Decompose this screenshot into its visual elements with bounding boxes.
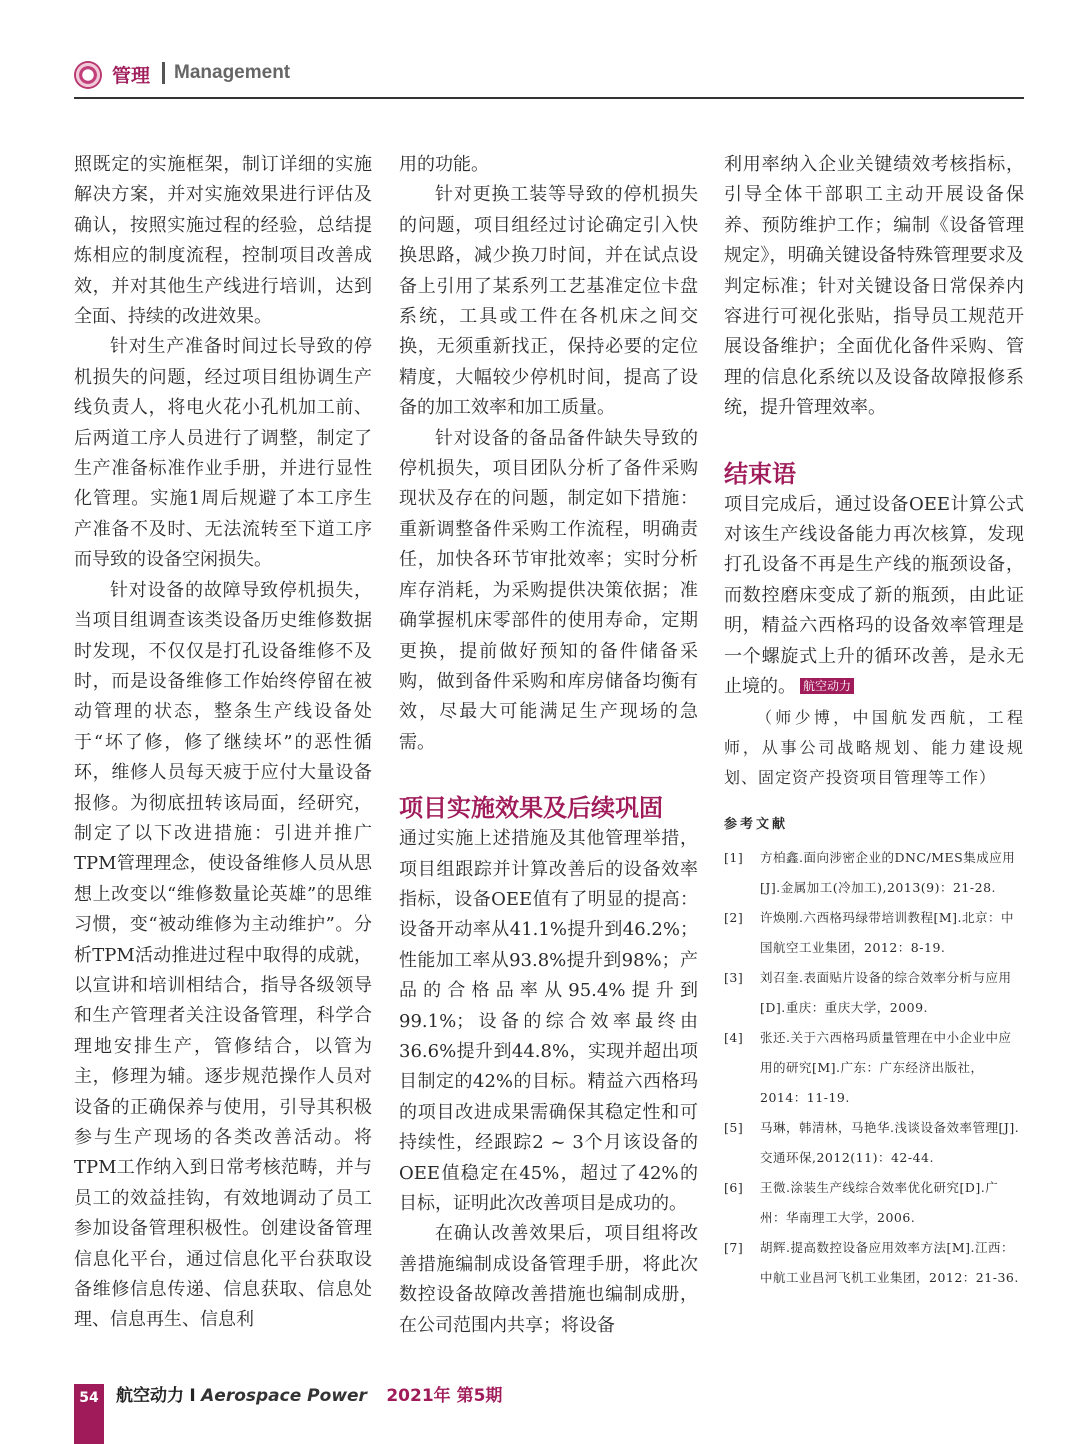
refs-spacer [724, 835, 1024, 843]
reference-number: [7] [724, 1239, 744, 1255]
reference-number: [3] [724, 969, 744, 985]
reference-text: 张还.关于六西格玛质量管理在中小企业中应用的研究[M].广东：广东经济出版社，2014：11-19. [760, 1029, 1012, 1105]
journal-name-en: Aerospace Power [201, 1386, 367, 1406]
paragraph: 针对设备的备品备件缺失导致的停机损失，项目团队分析了备件采购现状及存在的问题，制定如下措施：重新调整备件采购工作流程，明确责任，加快各环节审批效率；实时分析库存消耗，为采购提供决策依据；准确掌握机床零部件的使用寿命，定期更换，提前做好预知的备件储备采购，做到备件采购和库房储备均衡有效，尽最大可能满足生产现场的急需。 [399, 427, 698, 753]
reference-item [724, 1173, 1024, 1233]
reference-number: [5] [724, 1119, 744, 1135]
paragraph: 针对更换工装等导致的停机损失的问题，项目组经过讨论确定引入快换思路，减少换刀时间，并在试点设备上引用了某系列工艺基准定位卡盘系统，工具或工件在各机床之间交换，无须重新找正，保持必要的定位精度，大幅较少停机时间，提高了设备的加工效率和加工质量。 [399, 184, 698, 419]
refs-spacer [724, 793, 1024, 815]
paragraph: 通过实施上述措施及其他管理举措，项目组跟踪并计算改善后的设备效率指标，设备OEE值有了明显的提高：设备开动率从41.1%提升到46.2%；性能加工率从93.8%提升到98%；产品的合格品率从95.4%提升到99.1%；设备的综合效率最终由36.6%提升到44.8%，实现并超出项目制定的42%的目标。精益六西格玛的项目改进成果需确保其稳定性和可持续性，经跟踪2 ~ 3个月该设备的OEE值稳定在45%，超过了42%的目标，证明此次改善项目是成功的。 [399, 828, 698, 1214]
issue-label: 2021年 第5期 [386, 1386, 503, 1406]
reference-item [724, 1023, 1024, 1113]
reference-number: [1] [724, 849, 744, 865]
author-info: （师少博，中国航发西航，工程师，从事公司战略规划、能力建设规划、固定资产投资项目管理等工作） [724, 707, 1024, 787]
reference-text: 马琳，韩清林，马艳华.浅谈设备效率管理[J].交通环保,2012(11)：42-44. [760, 1119, 1020, 1165]
reference-text: 方柏鑫.面向涉密企业的DNC/MES集成应用[J].金属加工(冷加工),2013(9)：21-28. [760, 849, 1016, 895]
reference-item [724, 903, 1024, 963]
section-spacer [724, 424, 1024, 458]
column-3 [724, 150, 1024, 1293]
page-number: 54 [79, 1390, 99, 1406]
reference-text: 刘召奎.表面贴片设备的综合效率分析与应用[D].重庆：重庆大学，2009. [760, 969, 1012, 1015]
paragraph: 照既定的实施框架，制订详细的实施解决方案，并对实施效果进行评估及确认，按照实施过程的经验，总结提炼相应的制度流程，控制项目改善成效，并对其他生产线进行培训，达到全面、持续的改进效果。 [74, 154, 372, 328]
conclusion-text: 项目完成后，通过设备OEE计算公式对该生产线设备能力再次核算，发现打孔设备不再是生产线的瓶颈设备，而数控磨床变成了新的瓶颈，由此证明，精益六西格玛的设备效率管理是一个螺旋式上升的循环改善，是永无止境的。 [724, 493, 1024, 698]
reference-item [724, 843, 1024, 903]
reference-number: [4] [724, 1029, 744, 1045]
reference-item [724, 1113, 1024, 1173]
paragraph: 在确认改善效果后，项目组将改善措施编制成设备管理手册，将此次数控设备故障改善措施也编制成册，在公司范围内共享；将设备 [399, 1223, 698, 1336]
section-heading: 结束语 [724, 459, 796, 488]
reference-item [724, 963, 1024, 1023]
journal-name-cn: 航空动力 [116, 1386, 184, 1406]
reference-number: [2] [724, 909, 744, 925]
reference-text: 胡辉.提高数控设备应用效率方法[M].江西：中航工业昌河飞机工业集团，2012：21-36. [760, 1239, 1019, 1285]
section-spacer [399, 758, 698, 792]
column-2 [399, 150, 698, 1341]
paragraph: 针对设备的故障导致停机损失，当项目组调查该类设备历史维修数据时发现，不仅仅是打孔设备维修不及时，而是设备维修工作始终停留在被动管理的状态，整条生产线设备处于“坏了修，修了继续坏”的恶性循环，维修人员每天疲于应付大量设备报修。为彻底扭转该局面，经研究，制定了以下改进措施：引进并推广TPM管理理念，使设备维修人员从思想上改变以“维修数量论英雄”的思维习惯，变“被动维修为主动维护”。分析TPM活动推进过程中取得的成就，以宣讲和培训相结合，指导各级领导和生产管理者关注设备管理，科学合理地安排生产，管修结合，以管为主，修理为辅。逐步规范操作人员对设备的正确保养与使用，引导其积极参与生产现场的各类改善活动。将TPM工作纳入到日常考核范畴，并与员工的效益挂钩，有效地调动了员工参加设备管理积极性。创建设备管理信息化平台，通过信息化平台获取设备维修信息传递、信息获取、信息处理、信息再生、信息利 [74, 579, 372, 1331]
reference-item [724, 1233, 1024, 1293]
page-header [74, 58, 1024, 100]
section-title-cn: 管理 [112, 65, 151, 87]
paragraph [724, 490, 1024, 703]
reference-number: [6] [724, 1179, 744, 1195]
reference-text: 王微.涂装生产线综合效率优化研究[D].广州：华南理工大学，2006. [760, 1179, 999, 1225]
reference-text: 许焕刚.六西格玛绿带培训教程[M].北京：中国航空工业集团，2012：8-19. [760, 909, 1015, 955]
section-title-en: Management [174, 62, 291, 83]
journal-logo-icon [74, 61, 102, 89]
section-heading: 项目实施效果及后续巩固 [399, 794, 663, 823]
header-rule [74, 97, 1024, 99]
column-1 [74, 150, 372, 1336]
footer-separator: I [189, 1386, 196, 1406]
footer-journal [116, 1384, 502, 1408]
references-heading: 参考文献 [724, 816, 789, 832]
paragraph: 利用率纳入企业关键绩效考核指标，引导全体干部职工主动开展设备保养、预防维护工作；编制《设备管理规定》，明确关键设备特殊管理要求及判定标准；针对关键设备日常保养内容进行可视化张贴，指导员工规范开展设备维护；全面优化备件采购、管理的信息化系统以及设备故障报修系统，提升管理效率。 [724, 154, 1024, 419]
end-mark-badge: 航空动力 [800, 678, 854, 694]
paragraph: 用的功能。 [399, 154, 489, 175]
header-separator [162, 62, 165, 84]
paragraph: 针对生产准备时间过长导致的停机损失的问题，经过项目组协调生产线负责人，将电火花小孔机加工前、后两道工序人员进行了调整，制定了生产准备标准作业手册，并进行显性化管理。实施1周后规避了本工序生产准备不及时、无法流转至下道工序而导致的设备空闲损失。 [74, 336, 372, 571]
